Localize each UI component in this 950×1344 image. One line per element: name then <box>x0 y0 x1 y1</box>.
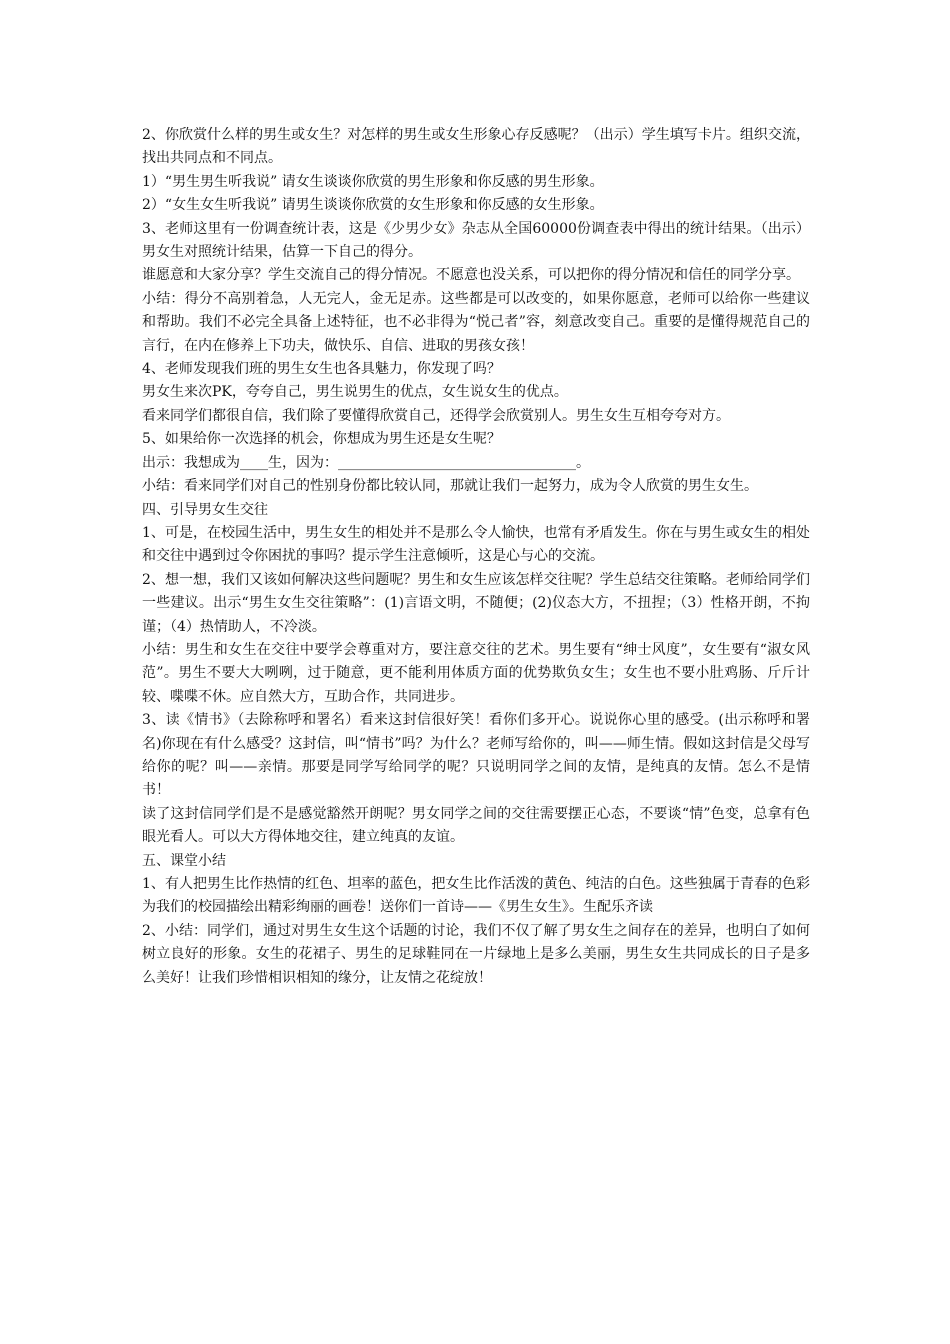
paragraph-campus-conflict: 1、可是，在校园生活中，男生女生的相处并不是那么令人愉快，也常有矛盾发生。你在与男生或女生的相处和交往中遇到过令你困扰的事吗？提示学生注意倾听，这是心与心的交流。 <box>142 524 810 565</box>
paragraph-strategy: 2、想一想，我们又该如何解决这些问题呢？男生和女生应该怎样交往呢？学生总结交往策略。老师给同学们一些建议。出示“男生女生交往策略”：(1)言语文明，不随便；(2)仪态大方，不扭捏；（3）性格开朗，不拘谨；（4）热情助人，不冷淡。 <box>142 571 810 635</box>
paragraph-girls-listen: 2）“女生女生听我说” 请男生谈谈你欣赏的女生形象和你反感的女生形象。 <box>142 197 604 214</box>
section-heading-interaction: 四、引导男女生交往 <box>142 501 268 518</box>
paragraph-summary-identity: 小结：看来同学们对自己的性别身份都比较认同，那就让我们一起努力，成为令人欣赏的男生女生。 <box>142 478 758 495</box>
paragraph-boys-listen: 1）“男生男生听我说” 请女生谈谈你欣赏的男生形象和你反感的男生形象。 <box>142 173 604 190</box>
paragraph-appreciate-question: 2、你欣赏什么样的男生或女生？对怎样的男生或女生形象心存反感呢？（出示）学生填写卡片。组织交流，找出共同点和不同点。 <box>142 127 810 167</box>
paragraph-share-score: 谁愿意和大家分享？学生交流自己的得分情况。不愿意也没关系，可以把你的得分情况和信任的同学分享。 <box>142 267 800 284</box>
document-page <box>142 124 810 990</box>
paragraph-love-letter: 3、读《情书》（去除称呼和署名）看来这封信很好笑！看你们多开心。说说你心里的感受。(出示称呼和署名)你现在有什么感受？这封信，叫“情书”吗？为什么？老师写给你的，叫——师生情。假如这封信是父母写给你的呢？叫——亲情。那要是同学写给同学的呢？只说明同学之间的友情，是纯真的友情。怎么不是情书！ <box>142 712 810 799</box>
section-heading-summary: 五、课堂小结 <box>142 852 226 869</box>
paragraph-final-summary: 2、小结：同学们，通过对男生女生这个话题的讨论，我们不仅了解了男女生之间存在的差异，也明白了如何树立良好的形象。女生的花裙子、男生的足球鞋同在一片绿地上是多么美丽，男生女生共同成长的日子是多么美好！让我们珍惜相识相知的缘分，让友情之花绽放！ <box>142 922 810 986</box>
paragraph-summary-score: 小结：得分不高别着急，人无完人，金无足赤。这些都是可以改变的，如果你愿意，老师可以给你一些建议和帮助。我们不必完全具备上述特征，也不必非得为“悦己者”容，刻意改变自己。重要的是懂得规范自己的言行，在内在修养上下功夫，做快乐、自信、进取的男孩女孩！ <box>142 290 810 354</box>
paragraph-colors-poem: 1、有人把男生比作热情的红色、坦率的蓝色，把女生比作活泼的黄色、纯洁的白色。这些独属于青春的色彩为我们的校园描绘出精彩绚丽的画卷！送你们一首诗——《男生女生》。生配乐齐读 <box>142 876 810 916</box>
paragraph-pk: 男女生来次PK，夸夸自己，男生说男生的优点，女生说女生的优点。 <box>142 384 568 401</box>
paragraph-summary-respect: 小结：男生和女生在交往中要学会尊重对方，要注意交往的艺术。男生要有“绅士风度”，女生要有“淑女风范”。男生不要大大咧咧，过于随意，更不能利用体质方面的优势欺负女生；女生也不要小肚鸡肠、斤斤计较、喋喋不休。应自然大方，互助合作，共同进步。 <box>142 641 810 705</box>
paragraph-choice-question: 5、如果给你一次选择的机会，你想成为男生还是女生呢？ <box>142 431 501 448</box>
paragraph-letter-reflection: 读了这封信同学们是不是感觉豁然开朗呢？男女同学之间的交往需要摆正心态，不要谈“情”色变，总拿有色眼光看人。可以大方得体地交往，建立纯真的友谊。 <box>142 805 810 846</box>
paragraph-mutual-praise: 看来同学们都很自信，我们除了要懂得欣赏自己，还得学会欣赏别人。男生女生互相夸夸对方。 <box>142 407 730 424</box>
paragraph-class-charm: 4、老师发现我们班的男生女生也各具魅力，你发现了吗？ <box>142 361 501 378</box>
paragraph-fill-blank: 出示：我想成为____生，因为：__________________________________。 <box>142 454 590 471</box>
paragraph-survey: 3、老师这里有一份调查统计表，这是《少男少女》杂志从全国60000份调查表中得出的统计结果。（出示）男女生对照统计结果，估算一下自己的得分。 <box>142 220 810 261</box>
